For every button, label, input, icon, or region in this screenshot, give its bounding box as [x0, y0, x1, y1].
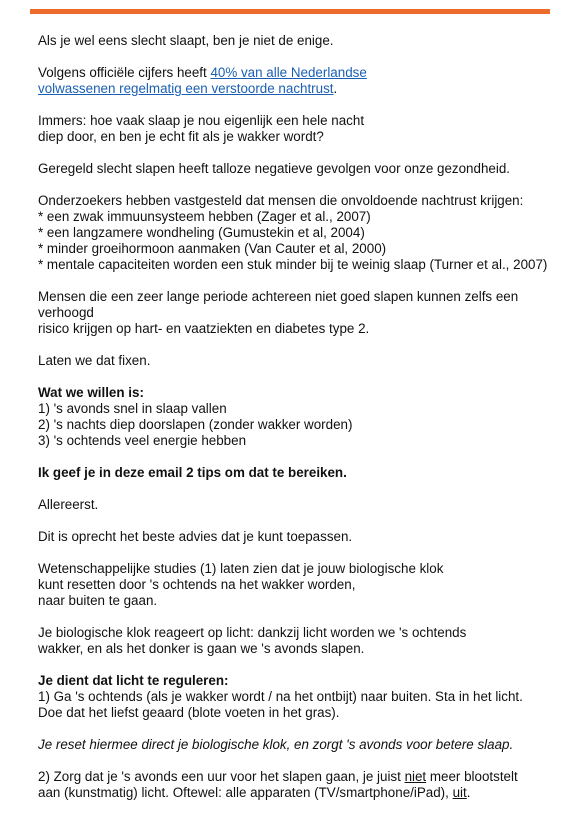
studies-line-1: Wetenschappelijke studies (1) laten zien dat je jouw biologische klok — [38, 561, 444, 576]
reset-text: Je reset hiermee direct je biologische klok, en zorgt 's avonds voor betere slaap. — [38, 737, 514, 752]
research-item: * mentale capaciteiten worden een stuk minder bij te weinig slaap (Turner et al., 2007) — [38, 257, 548, 272]
research-intro: Onderzoekers hebben vastgesteld dat mensen die onvoldoende nachtrust krijgen: — [38, 193, 524, 208]
research-paragraph — [38, 193, 548, 273]
accent-bar — [30, 9, 550, 14]
question-line-1: Immers: hoe vaak slaap je nou eigenlijk een hele nacht — [38, 113, 365, 128]
consequences-text: Geregeld slecht slapen heeft talloze negatieve gevolgen voor onze gezondheid. — [38, 161, 510, 176]
goal-item: 1) 's avonds snel in slaap vallen — [38, 401, 227, 416]
tips-announcement-text: Ik geef je in deze email 2 tips om dat te bereiken. — [38, 465, 347, 480]
firstly-paragraph — [38, 497, 548, 513]
firstly-text: Allereerst. — [38, 497, 99, 512]
statistics-prefix: Volgens officiële cijfers heeft — [38, 65, 211, 80]
regulate-line-1: 1) Ga 's ochtends (als je wakker wordt / na het ontbijt) naar buiten. Sta in het licht. — [38, 689, 523, 704]
clock-line-2: wakker, en als het donker is gaan we 's avonds slapen. — [38, 641, 365, 656]
goals-heading: Wat we willen is: — [38, 385, 144, 400]
regulate-paragraph — [38, 673, 548, 721]
regulate-line-2: Doe dat het liefst geaard (blote voeten in het gras). — [38, 705, 340, 720]
studies-line-3: naar buiten te gaan. — [38, 593, 158, 608]
fix-paragraph — [38, 353, 548, 369]
best-advice-paragraph — [38, 529, 548, 545]
risk-line-2: risico krijgen op hart- en vaatziekten en diabetes type 2. — [38, 321, 370, 336]
intro-paragraph — [38, 33, 548, 49]
evening-emphasis-niet: niet — [404, 769, 427, 784]
evening-line-2 — [38, 785, 548, 801]
evening-line-1-suffix: meer blootstelt — [426, 769, 518, 784]
evening-emphasis-uit: uit — [452, 785, 467, 800]
statistics-link-line1: 40% van alle Nederlandse — [210, 65, 367, 80]
studies-line-2: kunt resetten door 's ochtends na het wakker worden, — [38, 577, 356, 592]
clock-line-1: Je biologische klok reageert op licht: dankzij licht worden we 's ochtends — [38, 625, 467, 640]
evening-line-1-prefix: 2) Zorg dat je 's avonds een uur voor het slapen gaan, je juist — [38, 769, 405, 784]
consequences-paragraph — [38, 161, 548, 177]
goal-item: 2) 's nachts diep doorslapen (zonder wakker worden) — [38, 417, 353, 432]
intro-text: Als je wel eens slecht slaapt, ben je niet de enige. — [38, 33, 334, 48]
tips-announcement — [38, 465, 548, 481]
goal-item: 3) 's ochtends veel energie hebben — [38, 433, 247, 448]
question-paragraph — [38, 113, 548, 145]
email-body — [38, 33, 548, 817]
goals-paragraph — [38, 385, 548, 449]
evening-line-2-prefix: aan (kunstmatig) licht. Oftewel: alle apparaten (TV/smartphone/iPad), — [38, 785, 453, 800]
question-line-2: diep door, en ben je echt fit als je wakker wordt? — [38, 129, 324, 144]
research-item: * een zwak immuunsysteem hebben (Zager et al., 2007) — [38, 209, 371, 224]
statistics-paragraph — [38, 65, 548, 97]
risk-paragraph — [38, 289, 548, 337]
evening-line-2-suffix: . — [466, 785, 471, 800]
clock-paragraph — [38, 625, 548, 657]
research-item: * minder groeihormoon aanmaken (Van Cauter et al, 2000) — [38, 241, 387, 256]
statistics-suffix: . — [333, 81, 338, 96]
best-advice-text: Dit is oprecht het beste advies dat je kunt toepassen. — [38, 529, 353, 544]
studies-paragraph — [38, 561, 548, 609]
evening-line-1 — [38, 769, 548, 785]
regulate-heading: Je dient dat licht te reguleren: — [38, 673, 229, 688]
research-item: * een langzamere wondheling (Gumustekin et al, 2004) — [38, 225, 365, 240]
risk-line-1: Mensen die een zeer lange periode achtereen niet goed slapen kunnen zelfs een verhoogd — [38, 289, 519, 320]
statistics-link-line2: volwassenen regelmatig een verstoorde nachtrust — [38, 81, 334, 96]
fix-text: Laten we dat fixen. — [38, 353, 151, 368]
reset-paragraph — [38, 737, 548, 753]
